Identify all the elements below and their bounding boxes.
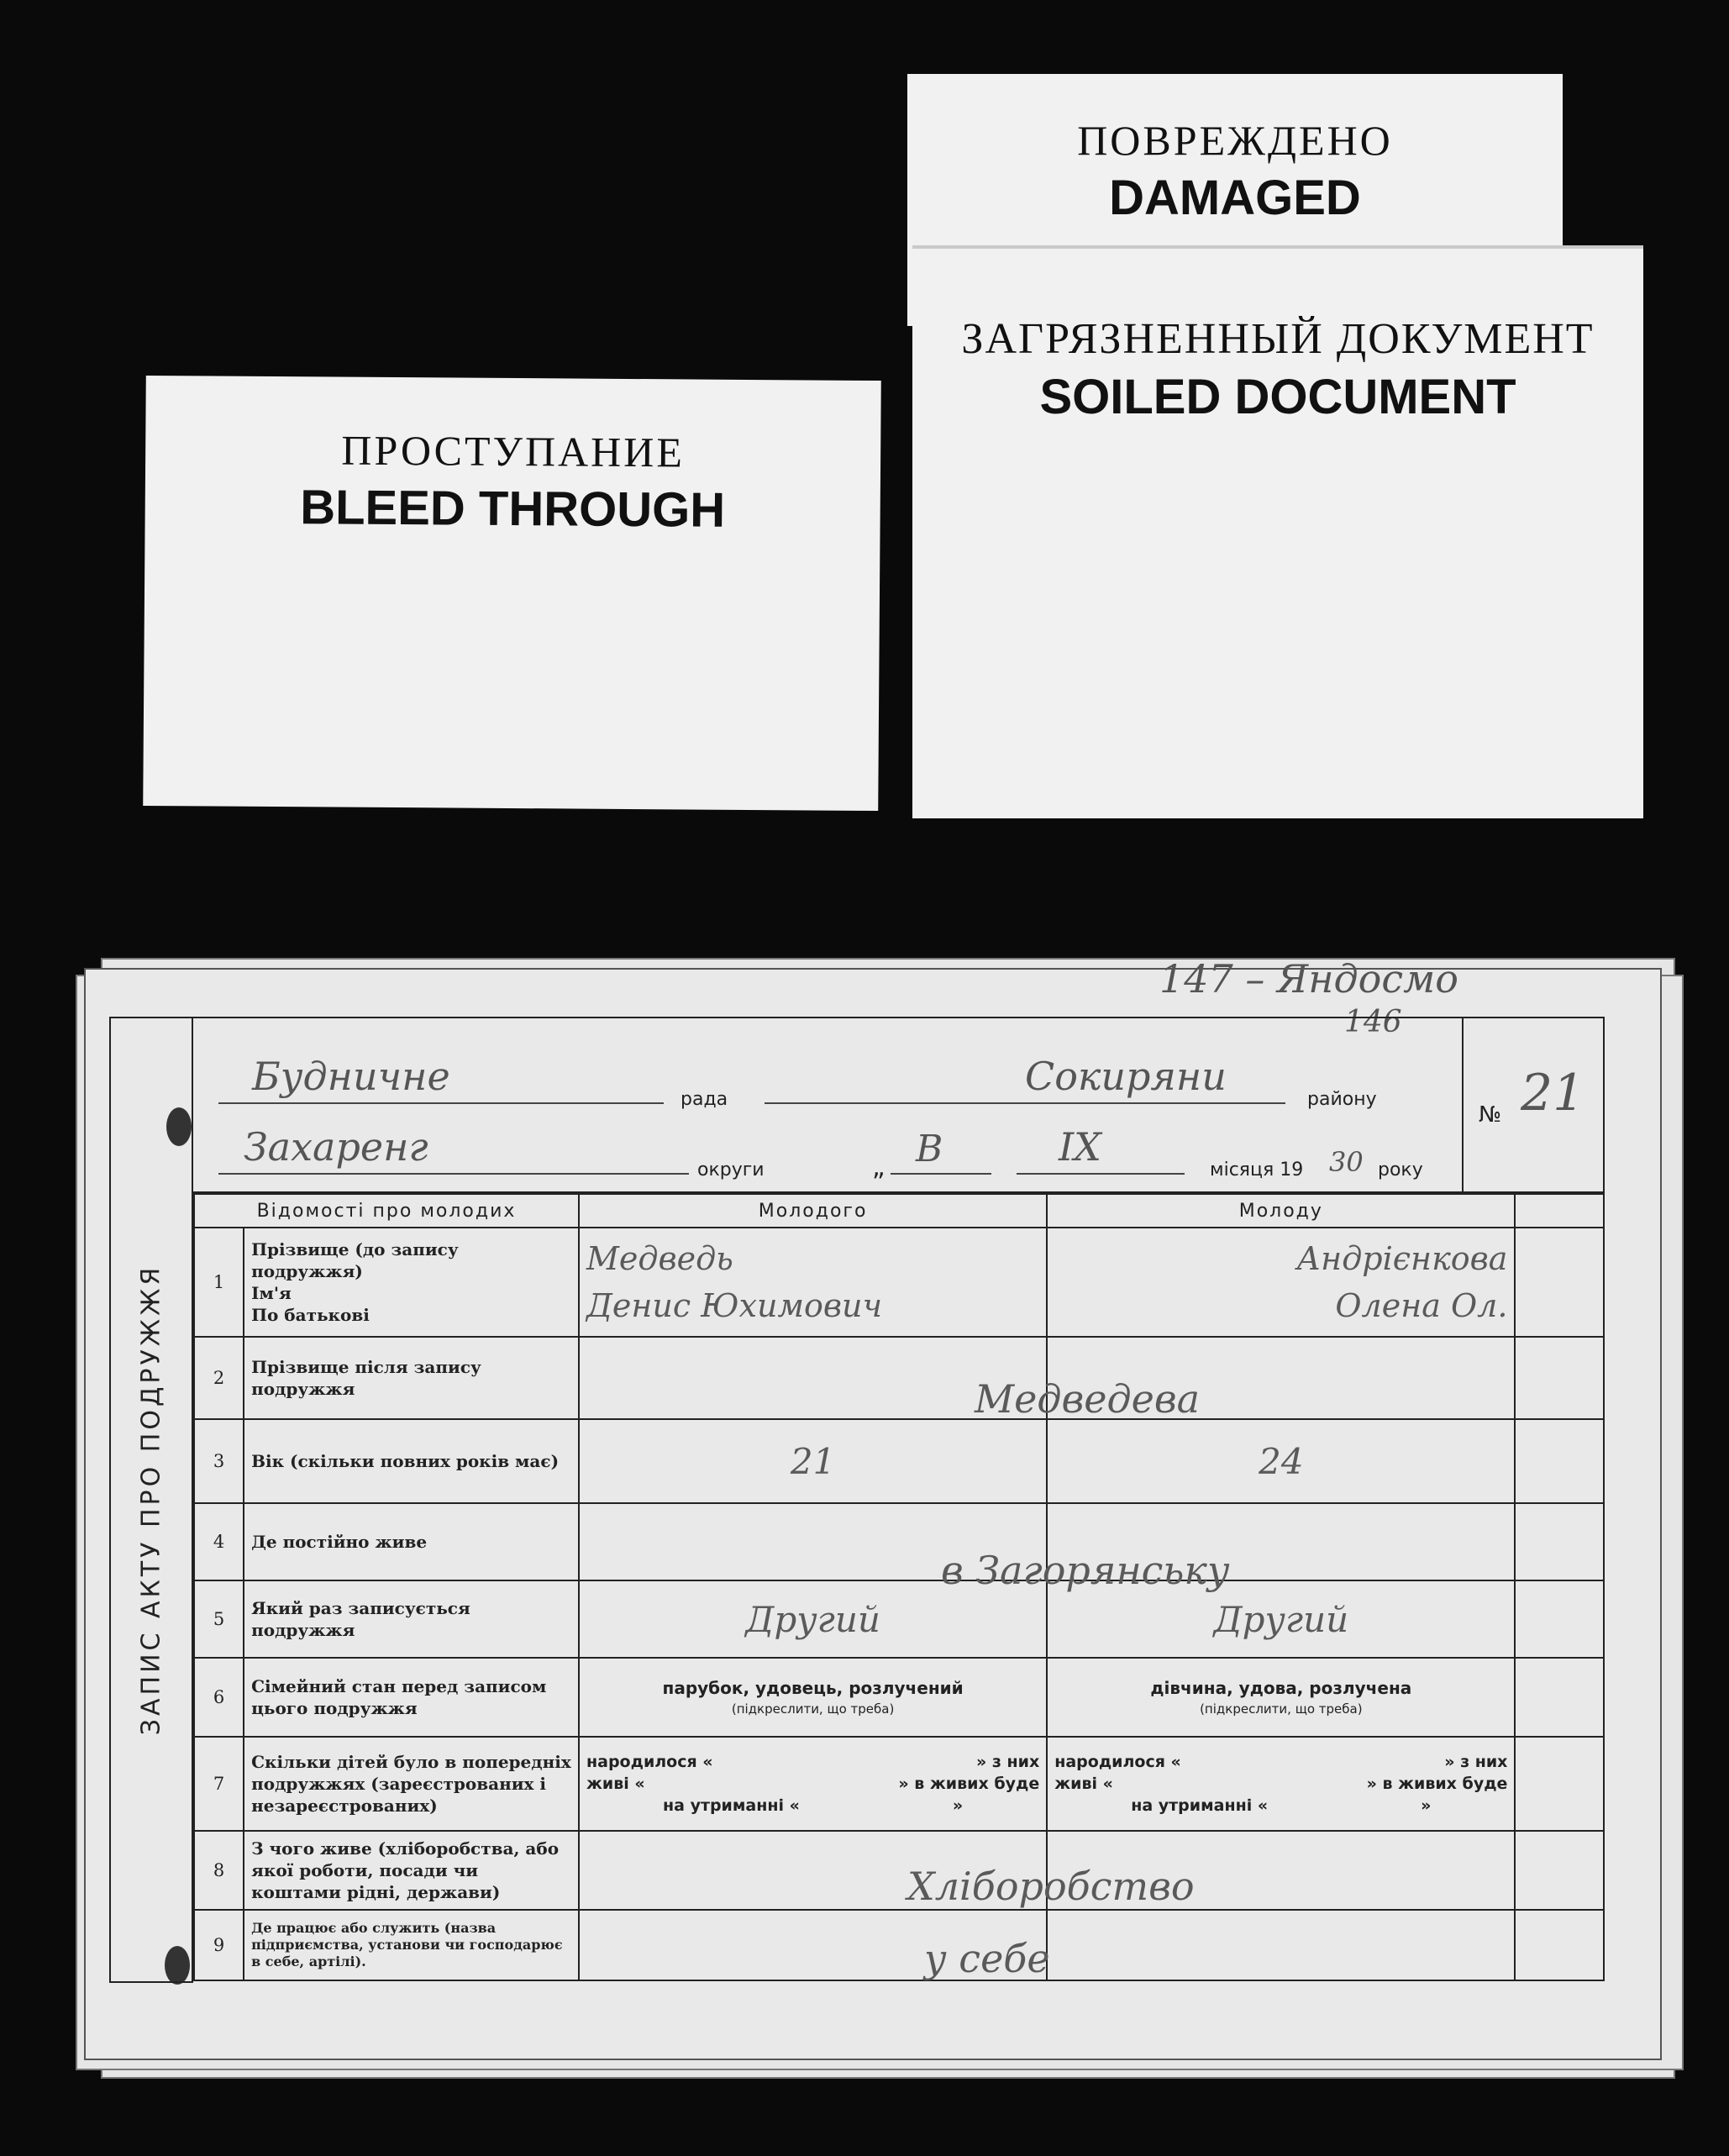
raion-label: району [1307,1089,1377,1110]
raion-value: Сокиряни [1025,1054,1227,1099]
table-row [194,1910,1604,1980]
number-divider [1462,1018,1464,1195]
bleed-ru: ПРОСТУПАНИE [341,426,686,476]
record-table [193,1193,1605,1981]
bride-status [1047,1658,1515,1737]
row-number: 3 [194,1419,244,1503]
damaged-ru: ПОВРЕЖДЕНО [1077,117,1393,164]
rada-line [218,1102,664,1104]
month-value: IX [1059,1124,1101,1170]
soiled-card [912,245,1643,818]
row-number: 5 [194,1580,244,1658]
table-header-row [194,1194,1604,1228]
bride-age: 24 [1047,1419,1515,1503]
damaged-en: DAMAGED [1109,171,1361,225]
groom-children [579,1737,1047,1831]
rada-label: рада [681,1089,728,1110]
month-line [1017,1173,1185,1175]
year-value: 30 [1329,1146,1364,1178]
table-row [194,1228,1604,1337]
groom-status-options: парубок, удовець, розлучений [662,1678,964,1698]
children-supported-label: на утриманні « [1131,1796,1269,1815]
row-question: Вік (скільки повних років має) [244,1419,579,1503]
residence: в Загорянську [941,1548,1230,1593]
row-question: Де постійно живе [244,1503,579,1580]
groom-status-hint: (підкреслити, що треба) [731,1701,895,1717]
children-close: » [1421,1796,1432,1815]
soiled-en: SOILED DOCUMENT [1039,370,1516,424]
day-value: В [916,1128,943,1170]
col-bride: Молоду [1047,1194,1515,1228]
bride-children [1047,1737,1515,1831]
bleed-en: BLEED THROUGH [300,480,726,538]
number-value: 21 [1521,1064,1585,1123]
table-row [194,1580,1604,1658]
children-of-them-label: » з них [1444,1753,1508,1771]
col-empty [1515,1194,1604,1228]
children-supported-label: на утриманні « [663,1796,800,1815]
surname-after-marriage: Медведева [975,1376,1201,1422]
table-row [194,1658,1604,1737]
col-info: Відомості про молодих [194,1194,579,1228]
okrug-line [218,1173,689,1175]
groom-times: Другий [579,1580,1047,1658]
okrug-label: округи [697,1160,765,1181]
side-title [109,1017,193,1983]
bride-status-hint: (підкреслити, що треба) [1200,1701,1363,1717]
groom-name: Медведь Денис Юхимович [579,1228,1047,1337]
table-row [194,1737,1604,1831]
groom-age: 21 [579,1419,1047,1503]
row-question: Прізвище після запису подружжя [244,1337,579,1419]
row-number: 2 [194,1337,244,1419]
number-label: № [1479,1102,1502,1128]
side-title-text: ЗАПИС АКТУ ПРО ПОДРУЖЖЯ [136,1264,166,1736]
top-note: 147 – Яндосмо [1159,956,1458,1002]
bride-name: Андрієнкова Олена Ол. [1047,1228,1515,1337]
soiled-ru: ЗАГРЯЗНЕННЫЙ ДОКУМЕНТ [961,315,1595,363]
row-number: 8 [194,1831,244,1910]
table-row [194,1831,1604,1910]
children-close: » [952,1796,964,1815]
bride-status-options: дівчина, удова, розлучена [1150,1678,1412,1698]
okrug-value: Захаренг [244,1124,428,1170]
children-born-label: народилося « [586,1753,713,1771]
workplace: у себе [924,1936,1050,1981]
row-question: Прізвище (до запису подружжя) Ім'я По батькові [244,1228,579,1337]
rada-value: Будничне [252,1054,450,1099]
top-note-2: 146 [1344,1005,1402,1039]
form-header [193,1017,1605,1193]
children-alive-label: живі « [1054,1775,1113,1793]
day-line [891,1173,991,1175]
children-will-live-label: » в живих буде [898,1775,1040,1793]
children-alive-label: живі « [586,1775,645,1793]
children-of-them-label: » з них [975,1753,1040,1771]
table-row [194,1337,1604,1419]
occupation: Хліборобство [907,1864,1195,1909]
children-born-label: народилося « [1054,1753,1181,1771]
day-prefix: „ [872,1153,886,1182]
row-question: Який раз записується подружжя [244,1580,579,1658]
row-question: Скільки дітей було в попередніх подружжях (зареєстрованих і незареєстрованих) [244,1737,579,1831]
bride-times: Другий [1047,1580,1515,1658]
row-number: 1 [194,1228,244,1337]
row-number: 6 [194,1658,244,1737]
children-will-live-label: » в живих буде [1366,1775,1508,1793]
col-groom: Молодого [579,1194,1047,1228]
row-number: 4 [194,1503,244,1580]
row-question: Де працює або служить (назва підприємства, установи чи господарює в себе, артілі). [244,1910,579,1980]
row-number: 9 [194,1910,244,1980]
bleed-card [143,376,881,811]
year-label: року [1378,1160,1423,1181]
raion-line [765,1102,1285,1104]
table-row [194,1503,1604,1580]
row-question: З чого живе (хліборобства, або якої роботи, посади чи коштами рідні, держави) [244,1831,579,1910]
groom-status [579,1658,1047,1737]
table-row [194,1419,1604,1503]
row-question: Сімейний стан перед записом цього подружжя [244,1658,579,1737]
month-label: місяця 19 [1210,1160,1304,1181]
row-number: 7 [194,1737,244,1831]
